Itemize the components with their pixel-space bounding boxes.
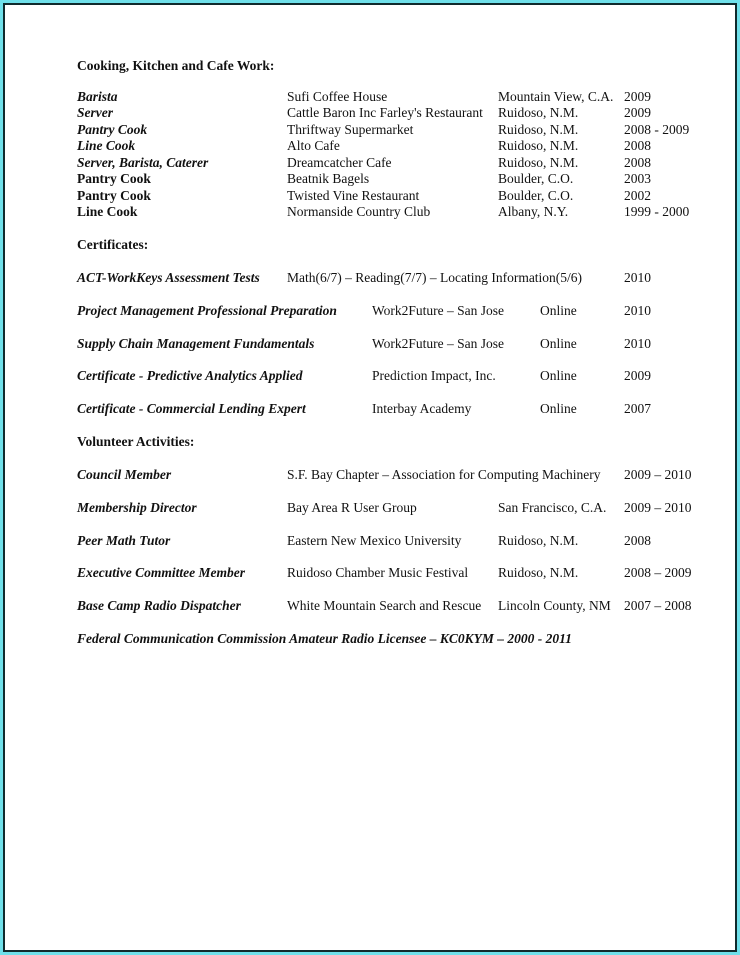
certificate-title: ACT-WorkKeys Assessment Tests — [77, 270, 260, 285]
job-location: Ruidoso, N.M. — [498, 105, 579, 120]
job-years: 2002 — [624, 188, 651, 203]
employer: Twisted Vine Restaurant — [287, 188, 420, 203]
certificate-mode: Online — [540, 368, 577, 383]
certificate-provider: Work2Future – San Jose — [372, 303, 505, 318]
volunteer-role: Base Camp Radio Dispatcher — [77, 598, 241, 613]
certificate-provider: Prediction Impact, Inc. — [372, 368, 496, 383]
job-location: Albany, N.Y. — [498, 204, 569, 219]
job-title: Server, Barista, Caterer — [77, 155, 209, 170]
employer: Dreamcatcher Cafe — [287, 155, 392, 170]
volunteer-location: Ruidoso, N.M. — [498, 565, 579, 580]
employer: Sufi Coffee House — [287, 89, 388, 104]
section-heading-certificates: Certificates: — [77, 237, 149, 252]
employer: Thriftway Supermarket — [287, 122, 414, 137]
volunteer-org: Eastern New Mexico University — [287, 533, 462, 548]
certificate-year: 2010 — [624, 270, 651, 285]
employer: Alto Cafe — [287, 138, 340, 153]
certificate-year: 2009 — [624, 368, 651, 383]
job-years: 2003 — [624, 171, 651, 186]
certificate-mode: Online — [540, 336, 577, 351]
job-location: Ruidoso, N.M. — [498, 138, 579, 153]
volunteer-role: Peer Math Tutor — [77, 533, 171, 548]
volunteer-role: Membership Director — [77, 500, 197, 515]
job-title: Pantry Cook — [77, 171, 151, 186]
employer: Beatnik Bagels — [287, 171, 370, 186]
job-years: 2008 — [624, 155, 651, 170]
job-title: Barista — [77, 89, 118, 104]
certificate-provider: Interbay Academy — [372, 401, 472, 416]
certificate-year: 2007 — [624, 401, 651, 416]
employer: Normanside Country Club — [287, 204, 431, 219]
certificate-detail: Math(6/7) – Reading(7/7) – Locating Information(5/6) — [287, 270, 583, 285]
certificate-year: 2010 — [624, 303, 651, 318]
job-location: Boulder, C.O. — [498, 188, 574, 203]
certificate-title: Certificate - Commercial Lending Expert — [77, 401, 306, 416]
job-years: 2008 - 2009 — [624, 122, 690, 137]
volunteer-org: White Mountain Search and Rescue — [287, 598, 482, 613]
job-title: Line Cook — [77, 204, 138, 219]
volunteer-org: Bay Area R User Group — [287, 500, 417, 515]
volunteer-years: 2009 – 2010 — [624, 500, 692, 515]
certificate-year: 2010 — [624, 336, 651, 351]
job-years: 1999 - 2000 — [624, 204, 690, 219]
volunteer-org: S.F. Bay Chapter – Association for Computing Machinery — [287, 467, 601, 482]
volunteer-years: 2009 – 2010 — [624, 467, 692, 482]
volunteer-location: San Francisco, C.A. — [498, 500, 607, 515]
job-title: Pantry Cook — [77, 188, 151, 203]
volunteer-location: Ruidoso, N.M. — [498, 533, 579, 548]
job-title: Server — [77, 105, 113, 120]
section-heading-cooking: Cooking, Kitchen and Cafe Work: — [77, 58, 275, 73]
certificate-title: Project Management Professional Preparation — [77, 303, 337, 318]
certificate-title: Supply Chain Management Fundamentals — [77, 336, 315, 351]
job-years: 2009 — [624, 105, 651, 120]
volunteer-role: Council Member — [77, 467, 172, 482]
job-title: Pantry Cook — [77, 122, 148, 137]
job-location: Boulder, C.O. — [498, 171, 574, 186]
job-years: 2008 — [624, 138, 651, 153]
volunteer-years: 2008 – 2009 — [624, 565, 692, 580]
certificate-title: Certificate - Predictive Analytics Applied — [77, 368, 303, 383]
certificate-mode: Online — [540, 401, 577, 416]
volunteer-location: Lincoln County, NM — [498, 598, 611, 613]
job-location: Mountain View, C.A. — [498, 89, 614, 104]
section-heading-volunteer: Volunteer Activities: — [77, 434, 195, 449]
job-years: 2009 — [624, 89, 651, 104]
volunteer-years: 2007 – 2008 — [624, 598, 692, 613]
volunteer-role: Executive Committee Member — [77, 565, 245, 580]
job-location: Ruidoso, N.M. — [498, 122, 579, 137]
certificate-mode: Online — [540, 303, 577, 318]
job-location: Ruidoso, N.M. — [498, 155, 579, 170]
certificate-provider: Work2Future – San Jose — [372, 336, 505, 351]
volunteer-org: Ruidoso Chamber Music Festival — [287, 565, 469, 580]
volunteer-years: 2008 — [624, 533, 651, 548]
radio-license: Federal Communication Commission Amateur Radio Licensee – KC0KYM – 2000 - 2011 — [77, 631, 572, 646]
employer: Cattle Baron Inc Farley's Restaurant — [287, 105, 483, 120]
job-title: Line Cook — [77, 138, 136, 153]
